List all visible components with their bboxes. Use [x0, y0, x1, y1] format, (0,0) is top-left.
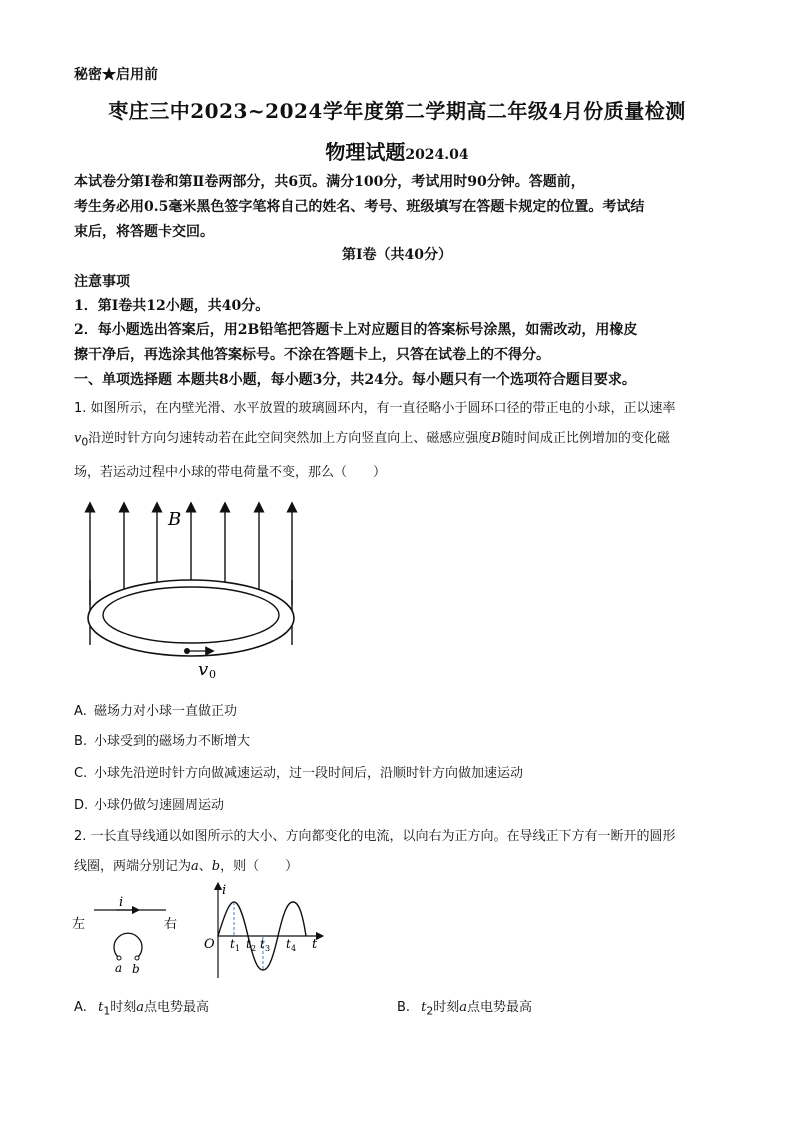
option-text: 小球仍做匀速圆周运动 [94, 798, 225, 813]
question-1-option-c[interactable] [74, 762, 523, 781]
t2-subscript: 2 [251, 944, 257, 953]
current-label: i [119, 895, 124, 910]
origin-label: O [204, 937, 215, 952]
t3-subscript: 3 [265, 944, 271, 953]
left-label: 左 [72, 917, 86, 932]
graph-i-label: i [222, 883, 227, 898]
subject-title: 物理试题 [325, 140, 406, 164]
question-text: 随时间成正比例增加的变化磁 [500, 431, 670, 446]
exam-date: 2024.04 [405, 147, 469, 163]
field-label: B [168, 509, 182, 530]
option-text: 磁场力对小球一直做正功 [94, 704, 238, 719]
notice-item-1: 1．第Ⅰ卷共12小题，共40分。 [74, 298, 270, 314]
question-1-option-b[interactable] [74, 730, 250, 749]
exam-title: 枣庄三中2023~2024学年度第二学期高二年级4月份质量检测 [108, 99, 686, 123]
t2-label: t [246, 937, 251, 951]
question-line: 1. 如图所示，在内壁光滑、水平放置的玻璃圆环内，有一直径略小于圆环口径的带正电的小球，正以速率 [74, 401, 676, 416]
velocity-label: v [198, 659, 209, 680]
terminal-b [135, 956, 139, 960]
option-label: C. [74, 766, 88, 781]
option-text: 小球受到的磁场力不断增大 [94, 734, 251, 749]
question-text: 线圈，两端分别记为 [74, 859, 192, 874]
right-label: 右 [164, 917, 178, 932]
question-1-option-d[interactable] [74, 794, 224, 813]
option-label: A. [74, 1000, 87, 1015]
time-symbol: t [98, 1000, 104, 1015]
question-2-stem [74, 822, 728, 882]
question-line [74, 852, 728, 882]
notice-line: 擦干净后，再选涂其他答案标号。不涂在答题卡上，只答在试卷上的不得分。 [74, 347, 550, 363]
terminal-a-symbol: a [191, 859, 199, 874]
glass-ring-inner [103, 587, 279, 643]
instructions-line: 本试卷分第Ⅰ卷和第Ⅱ卷两部分，共6页。满分100分，考试用时90分钟。答题前， [74, 174, 585, 190]
time-subscript: 2 [426, 1004, 434, 1018]
section-heading: 第Ⅰ卷（共40分） [341, 247, 453, 263]
option-text: 点电势最高 [144, 1000, 210, 1015]
instructions-line: 束后，将答题卡交回。 [74, 224, 214, 240]
t1-subscript: 1 [235, 944, 241, 953]
terminal-a-label: a [115, 961, 123, 975]
option-text: 点电势最高 [467, 1000, 533, 1015]
question-line: 2. 一长直导线通以如图所示的大小、方向都变化的电流，以向右为正方向。在导线正下方有一断开的圆形 [74, 829, 676, 844]
field-symbol: B [491, 431, 501, 446]
notice-line: 2．每小题选出答案后，用2B铅笔把答题卡上对应题目的答案标号涂黑，如需改动，用橡皮 [74, 322, 638, 338]
t-axis-label: t [312, 937, 318, 952]
question-text: ，则（ ） [220, 859, 299, 874]
charged-ball [184, 648, 190, 654]
point-symbol: a [459, 1000, 468, 1015]
time-subscript: 1 [103, 1004, 111, 1018]
option-label: B. [74, 734, 88, 749]
terminal-b-label: b [132, 962, 140, 976]
question-2-wire-figure [70, 892, 190, 982]
question-line [74, 424, 728, 458]
option-label: D. [74, 798, 89, 813]
notice-heading: 注意事项 [74, 274, 130, 290]
t1-label: t [230, 937, 235, 951]
exam-instructions [74, 170, 728, 245]
instructions-line: 考生务必用0.5毫米黑色签字笔将自己的姓名、考号、班级填写在答题卡规定的位置。考试结 [74, 199, 645, 215]
t4-label: t [286, 937, 291, 951]
notice-item-2 [74, 318, 728, 368]
option-text: 时刻 [433, 1000, 460, 1015]
question-text: 沿逆时针方向匀速转动若在此空间突然加上方向竖直向上、磁感应强度 [88, 431, 492, 446]
exam-subtitle [0, 136, 794, 165]
question-line: 场，若运动过程中小球的带电荷量不变，那么（ ） [74, 464, 387, 480]
open-coil [114, 933, 142, 958]
terminal-a [117, 956, 121, 960]
question-1-option-a[interactable] [74, 700, 237, 719]
question-1-stem [74, 394, 728, 488]
option-text: 小球先沿逆时针方向做减速运动，过一段时间后，沿顺时针方向做加速运动 [94, 766, 524, 781]
point-symbol: a [136, 1000, 145, 1015]
question-2-option-a[interactable] [74, 996, 209, 1018]
part-heading: 一、单项选择题 本题共8小题，每小题3分，共24分。每小题只有一个选项符合题目要求。 [74, 372, 636, 388]
question-2-option-b[interactable] [397, 996, 532, 1018]
option-text: 时刻 [110, 1000, 137, 1015]
terminal-b-symbol: b [211, 859, 221, 874]
velocity-label-subscript: 0 [209, 668, 216, 681]
t3-label: t [260, 937, 265, 951]
velocity-subscript: 0 [81, 435, 89, 449]
option-label: A. [74, 704, 87, 719]
velocity-symbol: v [74, 431, 82, 446]
t4-subscript: 4 [291, 944, 297, 953]
confidential-mark: 秘密★启用前 [74, 67, 158, 83]
option-label: B. [397, 1000, 411, 1015]
question-2-current-graph [200, 880, 330, 984]
question-text: 、 [198, 859, 212, 874]
question-1-figure [70, 495, 310, 685]
time-symbol: t [421, 1000, 427, 1015]
